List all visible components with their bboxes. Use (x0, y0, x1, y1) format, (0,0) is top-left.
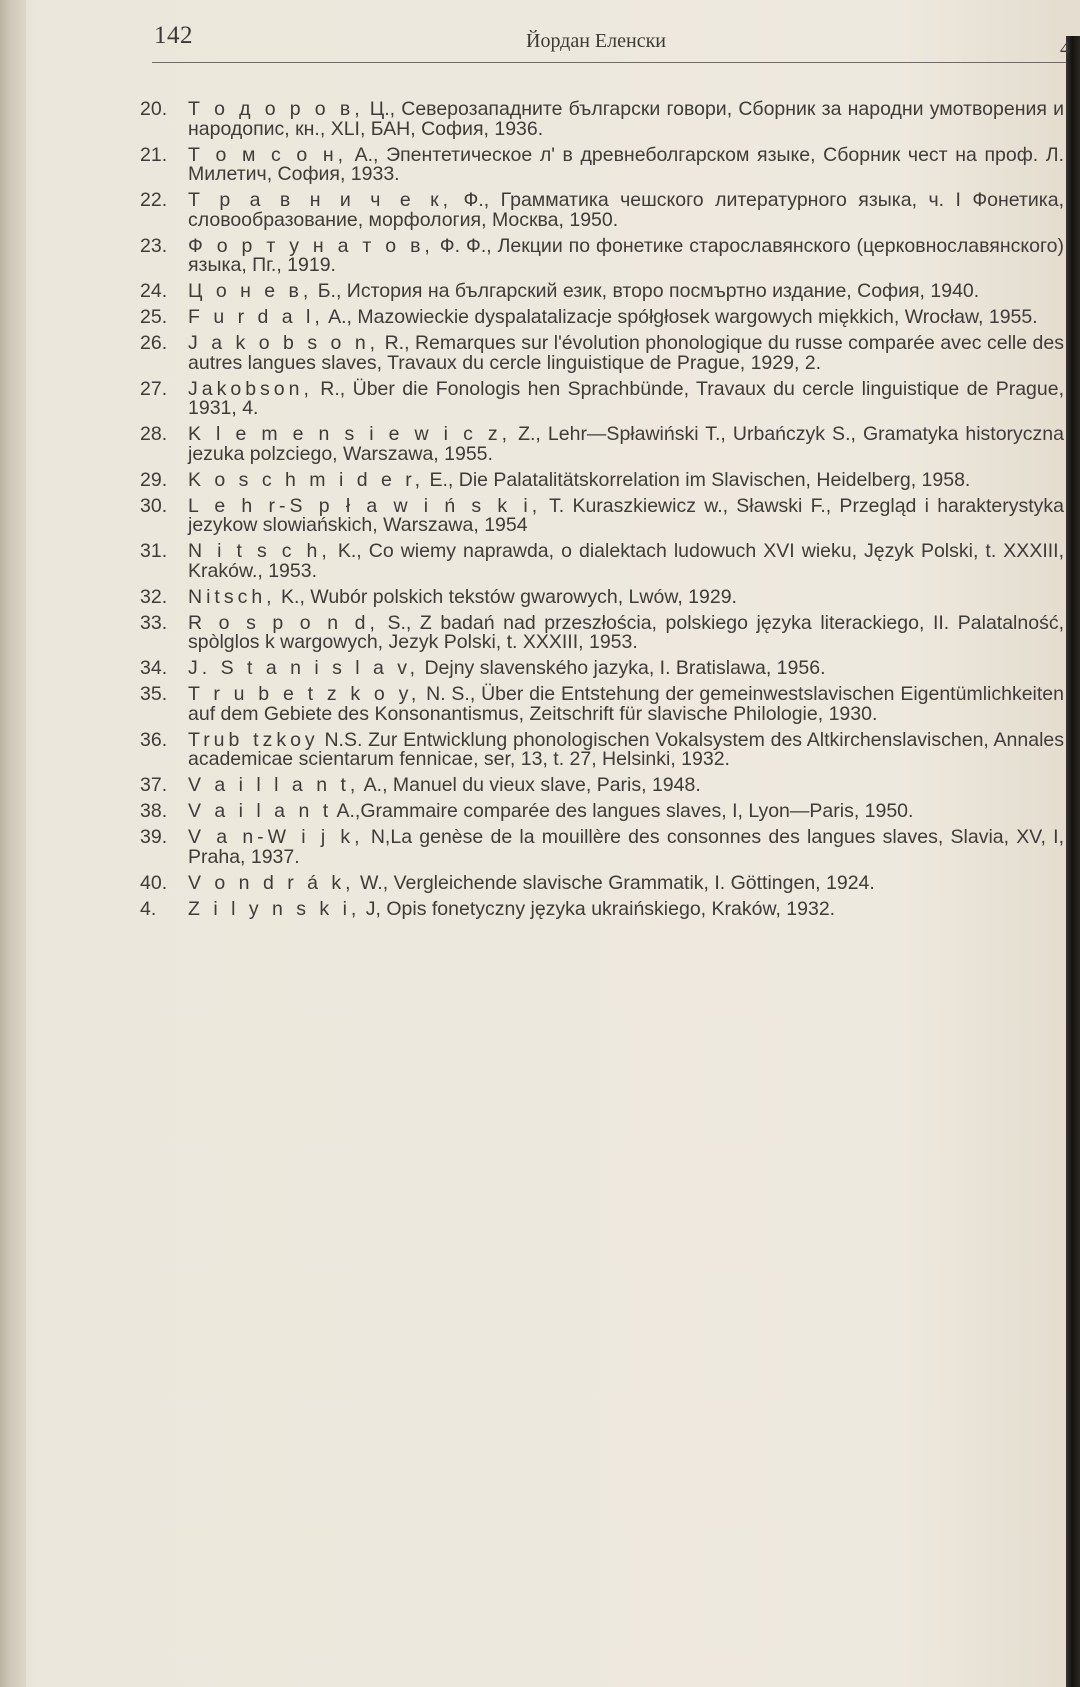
reference-item (140, 494, 1064, 536)
reference-item (140, 542, 1064, 581)
reference-number: 29. (140, 468, 168, 491)
reference-item (140, 377, 1064, 419)
reference-text: N. S., Über die Entstehung der gemeinwestslavischen Eigentümlichkeiten auf dem Gebiete des Konsonantismus, Zeitschrift für slavische Philologie, 1930. (188, 683, 1064, 725)
reference-item (140, 828, 1064, 867)
reference-number: 20. (140, 98, 168, 120)
reference-text: A.,Grammaire comparée des langues slaves, I, Lyon—Paris, 1950. (332, 800, 914, 822)
reference-author: V a i l l a n t, (188, 774, 360, 796)
reference-number: 30. (140, 494, 168, 517)
page-number: 142 (154, 22, 193, 49)
reference-number: 24. (140, 280, 168, 302)
reference-item (140, 802, 1064, 822)
reference-text: Ф., Грамматика чешского литературного языка, ч. I Фонетика, словообразование, морфология, Москва, 1950. (188, 189, 1064, 231)
reference-text: Ф. Ф., Лекции по фонетике старославянского (церковнославянского) языка, Пг., 1919. (188, 234, 1064, 276)
reference-author: Ф о р т у н а т о в, (188, 234, 434, 257)
reference-item (140, 191, 1064, 230)
reference-text: J, Opis fonetyczny języka ukraińskiego, Kraków, 1932. (360, 897, 836, 920)
reference-item (140, 776, 1064, 796)
reference-author: V o n d r á k, (188, 871, 355, 894)
reference-author: J a k o b s o n, (188, 332, 380, 354)
reference-number: 27. (140, 377, 168, 400)
reference-text: Ц., Северозападните български говори, Сборник за народни умотворения и народопис, кн., XLI, БАН, София, 1936. (188, 98, 1064, 140)
reference-item (140, 100, 1064, 139)
reference-author: V a i l a n t (188, 800, 333, 822)
reference-author: Т о м с о н, (188, 143, 348, 166)
reference-author: T r u b e t z k o y, (188, 683, 421, 705)
reference-author: Z i l y n s k i, (188, 897, 361, 920)
reference-author: R o s p o n d, (188, 611, 379, 634)
reference-item (140, 728, 1064, 770)
reference-number: 31. (140, 540, 168, 562)
reference-text: N,La genèse de la mouillère des consonnes des langues slaves, Slavia, XV, I, Praha, 1937. (188, 826, 1064, 868)
reference-number: 26. (140, 332, 168, 354)
reference-text: Z., Lehr—Spławiński T., Urbańczyk S., Gramatyka historyczna jezuka polzciego, Warszawa, 1955. (188, 423, 1064, 465)
reference-text: A., Mazowieckie dyspalatalizacje spółgłosek wargowych miękkich, Wrocław, 1955. (323, 306, 1038, 328)
reference-number: 23. (140, 234, 168, 257)
reference-number: 37. (140, 774, 168, 796)
reference-author: N i t s c h, (188, 540, 331, 562)
reference-text: K., Wubór polskich tekstów gwarowych, Lwów, 1929. (275, 585, 737, 608)
reference-author: Trub tzkoy (188, 728, 319, 751)
reference-author: Nitsch, (188, 585, 276, 608)
reference-item (140, 685, 1064, 724)
reference-item (140, 282, 1064, 302)
reference-number: 32. (140, 585, 168, 608)
reference-author: K l e m e n s i e w i c z, (188, 423, 512, 445)
reference-text: Б., История на българский език, второ посмъртно издание, София, 1940. (312, 280, 980, 302)
reference-number: 34. (140, 657, 168, 679)
header-rule (152, 62, 1066, 63)
reference-item (140, 659, 1064, 679)
reference-author: F u r d a l, (188, 306, 324, 328)
running-title: Йордан Еленски (526, 30, 667, 52)
reference-number: 25. (140, 306, 168, 328)
reference-author: K o s c h m i d e r, (188, 468, 425, 491)
reference-number: 21. (140, 143, 168, 166)
reference-item (140, 611, 1064, 653)
cut-off-page-label: 4 (1060, 38, 1070, 60)
reference-number: 38. (140, 800, 168, 822)
reference-author: L e h r-S p ł a w i ń s k i, (188, 494, 542, 517)
reference-item (140, 585, 1064, 608)
reference-text: A., Manuel du vieux slave, Paris, 1948. (359, 774, 701, 796)
reference-text: R., Remarques sur l'évolution phonologique du russe comparée avec celle des autres langues slaves, Travaux du cercle linguistique de Prague, 1929, 2. (188, 332, 1064, 374)
reference-author: V a n-W i j k, (188, 826, 364, 848)
reference-text: T. Kuraszkiewicz w., Sławski F., Przegląd i harakterystyka jezykow slowiańskich, Warszawa, 1954 (188, 494, 1064, 536)
book-spine-shadow (0, 0, 26, 1687)
reference-item (140, 871, 1064, 894)
reference-number: 35. (140, 683, 168, 705)
reference-item (140, 234, 1064, 276)
reference-author: Т р а в н и ч е к, (188, 189, 453, 211)
reference-number: 33. (140, 611, 168, 634)
reference-item (140, 143, 1064, 185)
reference-author: Т о д о р о в, (188, 98, 364, 120)
reference-item (140, 334, 1064, 373)
reference-author: J. S t a n i s l a v, (188, 657, 420, 679)
reference-item (140, 897, 1064, 920)
reference-author: Jakobson, (188, 377, 313, 400)
reference-number: 40. (140, 871, 168, 894)
page-edge-shadow (1066, 36, 1080, 1687)
reference-number: 22. (140, 189, 168, 211)
reference-number: 36. (140, 728, 168, 751)
reference-item (140, 308, 1064, 328)
reference-text: E., Die Palatalitätskorrelation im Slavischen, Heidelberg, 1958. (424, 468, 971, 491)
reference-item (140, 425, 1064, 464)
reference-text: А., Эпентетическое л' в древнеболгарском языке, Сборник чест на проф. Л. Милетич, София, 1933. (188, 143, 1064, 185)
reference-number: 39. (140, 826, 168, 848)
reference-text: N.S. Zur Entwicklung phonologischen Vokalsystem des Altkirchenslavischen, Annales academicae scientarum fennicae, ser, 13, t. 27, Helsinki, 1932. (188, 728, 1064, 770)
reference-text: K., Co wiemy naprawda, o dialektach ludowuch XVI wieku, Język Polski, t. XXXIII, Kraków., 1953. (188, 540, 1064, 582)
reference-text: R., Über die Fonologis hen Sprachbünde, Travaux du cercle linguistique de Prague, 1931, 4. (188, 377, 1064, 419)
reference-text: Dejny slavenského jazyka, I. Bratislawa, 1956. (419, 657, 826, 679)
reference-item (140, 468, 1064, 491)
reference-number: 28. (140, 423, 168, 445)
reference-text: S., Z badań nad przeszłościa, polskiego języka literackiego, II. Palatalność, spòlglos k wargowych, Jezyk Polski, t. XXXIII, 1953. (188, 611, 1064, 653)
reference-author: Ц о н е в, (188, 280, 313, 302)
reference-text: W., Vergleichende slavische Grammatik, I. Göttingen, 1924. (354, 871, 875, 894)
reference-list (140, 100, 1064, 926)
reference-number: 4. (140, 897, 157, 920)
